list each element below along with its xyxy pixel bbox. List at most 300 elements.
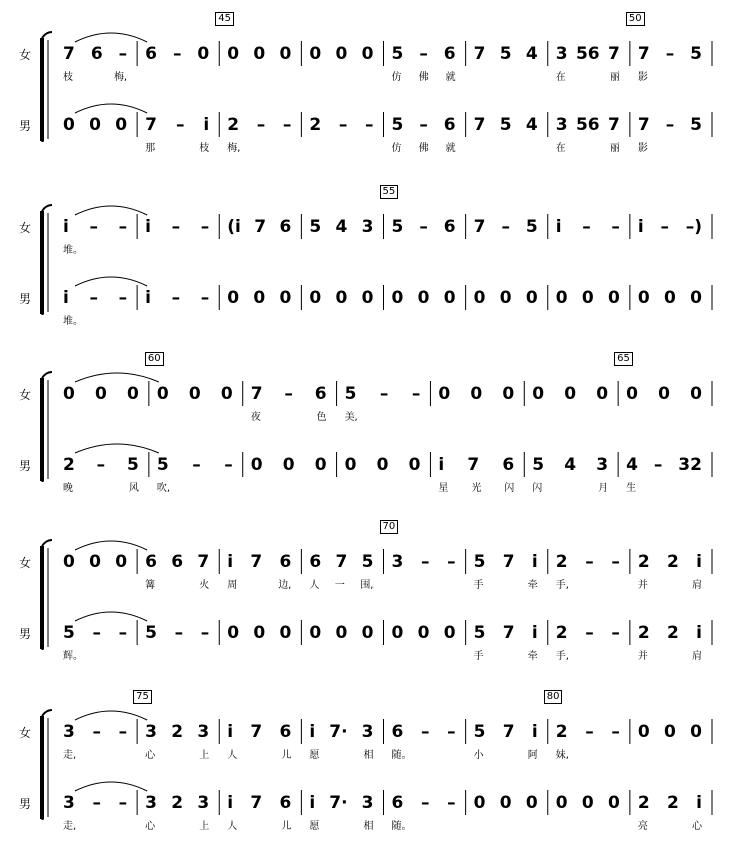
note: 2 [637,623,650,643]
female-lyrics [309,576,373,590]
male-measure [438,454,514,476]
note: 5 [309,217,322,237]
male-measure [145,622,209,644]
male-measure [392,287,456,309]
note: 0 [499,793,512,813]
lyric-syllable: 手, [555,580,569,591]
male-lyrics [626,479,702,493]
note: i [203,115,210,135]
note: i [227,793,234,813]
note: 0 [637,722,650,742]
note: 0 [408,455,421,475]
note: – [89,217,98,237]
note: – [665,44,675,64]
lyric-syllable: 围, [360,580,374,591]
male-lyrics [63,647,127,661]
male-lyrics [474,647,538,661]
lyric-syllable: 相 [363,750,374,761]
female-lyrics [309,746,373,760]
female-measure [626,383,702,405]
female-lyrics [638,68,702,82]
note: i [637,217,644,237]
female-lyrics [392,68,456,82]
note: – [200,623,210,643]
note: 0 [250,455,263,475]
note: 6 [443,44,456,64]
male-measure [638,792,702,814]
male-measure [556,622,620,644]
male-lyrics [63,817,127,831]
note: 7 [250,552,263,572]
note: 0 [443,288,456,308]
measure-number: 60 [145,352,164,366]
note: – [611,623,620,643]
lyric-syllable: 月 [598,483,609,494]
male-lyrics [638,647,702,661]
male-measure [157,454,233,476]
lyric-syllable: 夜 [250,412,261,423]
note: i [696,623,702,643]
female-voice-label: 女 [18,388,31,402]
female-measure [227,721,291,743]
note: 5 [525,217,538,237]
note: 2 [227,115,240,135]
note: – [585,552,594,572]
male-lyrics [145,139,209,153]
note: i [309,793,316,813]
female-measure [145,551,209,573]
note: 0 [391,623,404,643]
note: – [419,217,428,237]
note: – [585,623,594,643]
note: 0 [581,288,594,308]
note: i [696,552,702,572]
female-measure [63,43,127,65]
measure-number: 75 [133,690,152,704]
note: 7 [145,115,157,135]
note: 0 [335,288,348,308]
note: 56 [575,44,600,64]
male-measure [145,114,209,136]
lyric-syllable: 生 [626,483,637,494]
male-voice-label: 男 [18,292,31,306]
note: 0 [664,288,676,308]
male-measure [532,454,608,476]
female-measure [556,551,620,573]
note: 7· [329,722,348,742]
lyric-syllable: 那 [145,143,156,154]
note: 0 [95,384,107,404]
slur [75,104,147,113]
note: 2 [667,552,679,572]
note: 2 [667,793,679,813]
lyric-syllable: 肩 [692,580,702,591]
female-measure [438,383,514,405]
lyric-syllable: 手 [473,651,484,662]
bracket-hook-top [42,710,52,716]
bracket-hook-bottom [42,141,52,142]
note: 5 [499,44,512,64]
note: 5 [499,115,512,135]
note: 0 [417,623,430,643]
male-lyrics [638,139,702,153]
lyric-syllable: 妹, [555,750,569,761]
measure-number: 65 [614,352,633,366]
female-measure [63,216,127,238]
female-voice-label: 女 [18,556,31,570]
note: – [447,552,456,572]
note: – [118,722,128,742]
note: 0 [376,455,389,475]
note: 7 [502,623,515,643]
note: 5 [156,455,169,475]
lyric-syllable: 并 [637,580,648,591]
note: i [531,722,538,742]
male-lyrics [556,647,620,661]
note: 7 [335,552,348,572]
lyric-syllable: 辉。 [63,651,83,662]
lyric-syllable: 随。 [391,821,412,832]
score-system [0,352,750,494]
lyric-syllable: 周 [227,580,238,591]
male-voice-label: 男 [18,627,31,641]
note: 2 [171,722,184,742]
note: 5 [690,115,702,135]
female-lyrics [345,408,421,422]
male-voice-label: 男 [18,459,31,473]
lyric-syllable: 就 [445,143,456,154]
note: 0 [335,44,348,64]
note: 56 [575,115,600,135]
lyric-syllable: 心 [145,821,156,832]
female-voice-label: 女 [18,48,31,62]
note: i [555,217,562,237]
lyric-syllable: 愿 [309,750,320,761]
female-measure [251,383,327,405]
note: 6 [279,552,292,572]
note: 0 [690,288,702,308]
note: 7 [608,115,620,135]
lyric-syllable: 闪 [532,483,543,494]
note: 7· [329,793,348,813]
note: 3 [63,793,75,813]
male-lyrics [63,479,139,493]
female-lyrics [63,746,127,760]
note: 0 [253,44,266,64]
female-measure [63,383,139,405]
note: 0 [690,722,702,742]
note: 0 [596,384,609,404]
male-voice-label: 男 [18,797,31,811]
note: – [282,115,292,135]
note: 0 [470,384,483,404]
note: 5 [391,115,404,135]
note: – [653,455,663,475]
lyric-syllable: 心 [145,750,156,761]
note: 2 [637,793,650,813]
measure-number: 55 [380,185,399,199]
note: 0 [115,552,128,572]
male-measure [63,792,127,814]
note: 5 [127,455,139,475]
lyric-syllable: 儿 [281,821,292,832]
female-measure [227,43,291,65]
note: 5 [391,44,404,64]
female-lyrics [556,68,620,82]
female-measure [345,383,421,405]
lyric-syllable: 晚 [63,483,73,494]
male-measure [474,622,538,644]
lyric-syllable: 梅, [227,143,241,154]
lyric-syllable: 枝 [199,143,210,154]
note: i [145,217,151,237]
note: 0 [253,288,266,308]
note: i [531,623,538,643]
note: 3 [361,217,374,237]
lyric-syllable: 闪 [504,483,515,494]
male-measure [309,114,373,136]
note: 4 [335,217,348,237]
lyric-syllable: 手, [555,651,569,662]
male-lyrics [157,479,233,493]
male-measure [309,287,373,309]
note: 0 [344,455,357,475]
bracket-hook-bottom [42,481,52,482]
female-measure [638,721,702,743]
lyric-syllable: 影 [637,72,648,83]
note: 0 [253,623,266,643]
note: 0 [89,552,101,572]
lyric-syllable: 火 [199,580,210,591]
note: 7 [473,115,486,135]
note: 0 [188,384,201,404]
lyric-syllable: 走, [63,750,77,761]
note: – [224,455,233,475]
score-system [0,12,750,154]
note: 7 [473,217,486,237]
note: 0 [525,288,538,308]
note: – [174,623,184,643]
lyric-syllable: 吹, [156,483,171,494]
female-measure [157,383,233,405]
note: – [118,793,128,813]
male-measure [63,287,127,309]
female-lyrics [556,746,620,760]
female-measure [392,216,456,238]
note: 0 [499,288,512,308]
note: 0 [63,552,75,572]
female-measure [532,383,608,405]
male-measure [556,114,620,136]
female-measure [392,43,456,65]
note: 6 [279,722,292,742]
note: 0 [626,384,638,404]
male-measure [63,454,139,476]
female-lyrics [474,746,538,760]
female-measure [474,216,538,238]
lyric-syllable: 仿 [391,143,402,154]
note: – [200,217,210,237]
note: 7 [473,44,486,64]
note: 3 [197,793,210,813]
lyric-syllable: 影 [637,143,648,154]
male-lyrics [392,139,456,153]
female-lyrics [251,408,327,422]
note: i [227,552,234,572]
note: – [92,722,101,742]
female-lyrics [392,746,456,760]
female-measure [638,216,702,238]
female-measure [227,216,291,238]
slur [75,612,147,621]
note: 0 [282,455,295,475]
male-measure [392,114,456,136]
note: – [660,217,669,237]
note: i [227,722,234,742]
note: 0 [279,44,292,64]
bracket-hook-top [42,205,52,211]
female-lyrics [638,576,702,590]
lyric-syllable: 佛 [418,72,429,83]
note: 4 [525,115,538,135]
note: 0 [361,623,374,643]
male-measure [392,792,456,814]
note: 0 [309,44,322,64]
female-voice-label: 女 [18,726,31,740]
note: 3 [197,722,210,742]
female-measure [556,43,620,65]
male-measure [145,287,209,309]
female-measure [638,43,702,65]
note: 4 [525,44,538,64]
female-measure [145,721,209,743]
note: 2 [555,722,568,742]
note: – [92,793,101,813]
note: 3 [596,455,609,475]
note: – [611,552,620,572]
note: 7 [250,722,263,742]
measure-number: 45 [215,12,234,26]
note: 3 [555,44,568,64]
note: 7 [254,217,267,237]
slur [75,541,147,550]
female-voice-label: 女 [18,221,31,235]
male-lyrics [556,139,620,153]
note: 0 [115,115,128,135]
note: i [309,722,316,742]
female-measure [556,216,620,238]
note: 0 [581,793,594,813]
note: – [118,623,128,643]
note: 3 [145,722,157,742]
note: i [145,288,151,308]
lyric-syllable: 心 [692,821,702,832]
note: 0 [314,455,327,475]
lyric-syllable: 风 [128,483,139,494]
note: 0 [309,288,322,308]
female-measure [309,43,373,65]
note: – [118,44,128,64]
note: 7 [197,552,210,572]
lyric-syllable: 肩 [692,651,702,662]
female-measure [638,551,702,573]
note: 3 [555,115,568,135]
lyric-syllable: 在 [555,72,566,83]
lyric-syllable: 仿 [391,72,402,83]
note: 6 [391,793,404,813]
note: – [582,217,591,237]
lyric-syllable: 愿 [309,821,320,832]
note: 0 [197,44,210,64]
note: 0 [361,288,374,308]
note: 0 [555,793,568,813]
note: 0 [361,44,374,64]
female-lyrics [145,746,209,760]
note: 5 [532,455,545,475]
note: – [171,217,181,237]
note: 4 [626,455,638,475]
male-lyrics [145,817,209,831]
slur [75,373,159,382]
note: 3 [361,793,374,813]
note: 0 [89,115,101,135]
male-measure [474,792,538,814]
lyric-syllable: 亮 [637,821,648,832]
female-lyrics [63,68,127,82]
female-measure [63,551,127,573]
note: 6 [502,455,515,475]
lyric-syllable: 丽 [609,72,620,83]
lyric-syllable: 阿 [527,750,538,761]
note: 0 [608,288,620,308]
note: – [419,115,428,135]
note: 2 [171,793,184,813]
note: – [411,384,421,404]
lyric-syllable: 牵 [527,580,538,591]
note: 0 [690,384,702,404]
note: 5 [473,722,486,742]
note: 0 [564,384,577,404]
note: – [200,288,210,308]
lyric-syllable: 随。 [391,750,412,761]
note: 0 [555,288,568,308]
note: 0 [473,793,486,813]
male-measure [227,792,291,814]
slur [75,33,147,42]
female-measure [309,551,373,573]
note: 0 [227,288,240,308]
note: 0 [220,384,233,404]
note: i [531,552,538,572]
male-measure [309,622,373,644]
note: 7 [502,552,515,572]
female-measure [474,551,538,573]
score-system [0,185,750,327]
male-measure [638,622,702,644]
note: 5 [63,623,75,643]
note: 0 [637,288,650,308]
note: – [447,793,456,813]
note: 3 [391,552,404,572]
male-lyrics [63,312,127,326]
bracket-hook-bottom [42,819,52,820]
female-lyrics [227,576,291,590]
note: – [420,552,430,572]
note: 0 [227,623,240,643]
note: 0 [608,793,620,813]
note: 6 [279,793,292,813]
note: 5 [473,552,486,572]
